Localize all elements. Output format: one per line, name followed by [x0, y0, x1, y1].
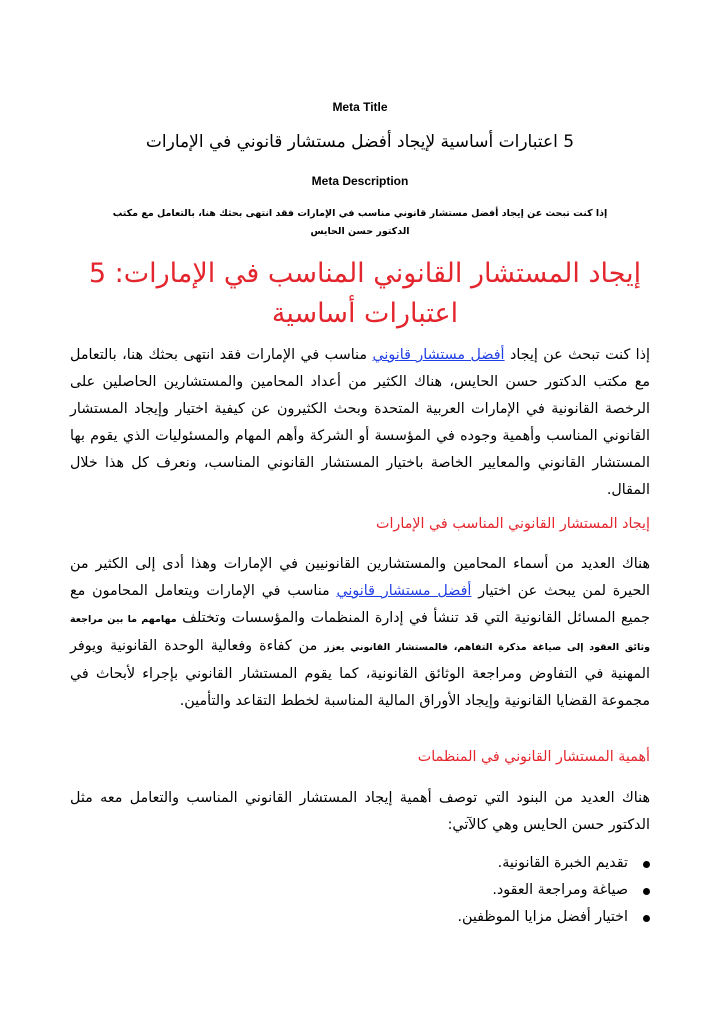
meta-title-label: Meta Title	[332, 100, 388, 114]
meta-description-label: Meta Description	[311, 174, 409, 188]
meta-description-text: إذا كنت تبحث عن إيجاد أفضل مستشار قانوني مناسب في الإمارات فقد انتهى بحثك هنا، بالتعامل مع مكتب الدكتور حسن الحايس	[112, 208, 608, 237]
section2-heading: أهمية المستشار القانوني في المنظمات	[417, 749, 650, 765]
intro-text-before-link: إذا كنت تبحث عن إيجاد	[504, 347, 650, 363]
section1-link[interactable]: أفضل مستشار قانوني	[336, 583, 472, 599]
meta-title-text: 5 اعتبارات أساسية لإيجاد أفضل مستشار قانوني في الإمارات	[145, 132, 575, 152]
intro-text-after-link: مناسب في الإمارات فقد انتهى بحثك هنا، بالتعامل مع مكتب الدكتور حسن الحايس، هناك الكثير من أعداد المحامين والمستشارين الحاصلين على الرخصة القانونية في الإمارات العربية المتحدة وبحث الكثيرون عن كيفية اختيار وإيجاد المستشار القانوني المناسب وأهمية وجوده في المؤسسة أو الشركة وأهم المهام والمسئوليات الذي يقوم بها المستشار القانوني والمعايير الخاصة باختيار المستشار القانوني المناسب، ونعرف كل هذا خلال المقال.	[70, 347, 650, 498]
list-item-text: اختيار أفضل مزايا الموظفين.	[457, 909, 628, 925]
list-item	[350, 850, 650, 877]
section1-heading: إيجاد المستشار القانوني المناسب في الإمارات	[376, 516, 650, 532]
section1-text-after-link: مناسب في الإمارات ويتعامل المحامون مع جميع المسائل القانونية التي قد تنشأ في إدارة المنظمات والمؤسسات وتختلف	[70, 583, 650, 626]
main-heading: إيجاد المستشار القانوني المناسب في الإمارات: 5 اعتبارات أساسية	[88, 258, 642, 329]
bullet-dot	[643, 861, 650, 868]
list-item	[350, 877, 650, 904]
section1-paragraph	[70, 551, 650, 715]
section2-paragraph: هناك العديد من البنود التي توصف أهمية إيجاد المستشار القانوني المناسب والتعامل معه مثل الدكتور حسن الحايس وهي كالآتي:	[70, 790, 650, 833]
list-item	[350, 904, 650, 931]
bullet-dot	[643, 888, 650, 895]
list-item-text: صياغة ومراجعة العقود.	[492, 882, 628, 898]
intro-link[interactable]: أفضل مستشار قانوني	[372, 347, 505, 363]
section1-text-before-link: هناك العديد من أسماء المحامين والمستشارين القانونيين في الإمارات وهذا أدى إلى الكثير من الحيرة لمن يبحث عن اختيار	[70, 556, 651, 599]
list-item-text: تقديم الخبرة القانونية.	[497, 855, 628, 871]
bullet-list	[350, 850, 650, 931]
intro-paragraph	[70, 342, 650, 504]
section1-small-text: مهامهم ما بين مراجعة وثائق العقود إلى صياغة مذكرة التفاهم، فالمستشار القانوني يعزز	[70, 614, 650, 653]
section1-text-end: من كفاءة وفعالية الوحدة القانونية ويوفر المهنية في التفاوض ومراجعة الوثائق القانونية، كما يقوم المستشار القانوني بإجراء لأبحاث في مجموعة القضايا القانونية وإيجاد الأوراق المالية المناسبة لخطط التقاعد والتأمين.	[70, 638, 650, 709]
bullet-dot	[643, 915, 650, 922]
